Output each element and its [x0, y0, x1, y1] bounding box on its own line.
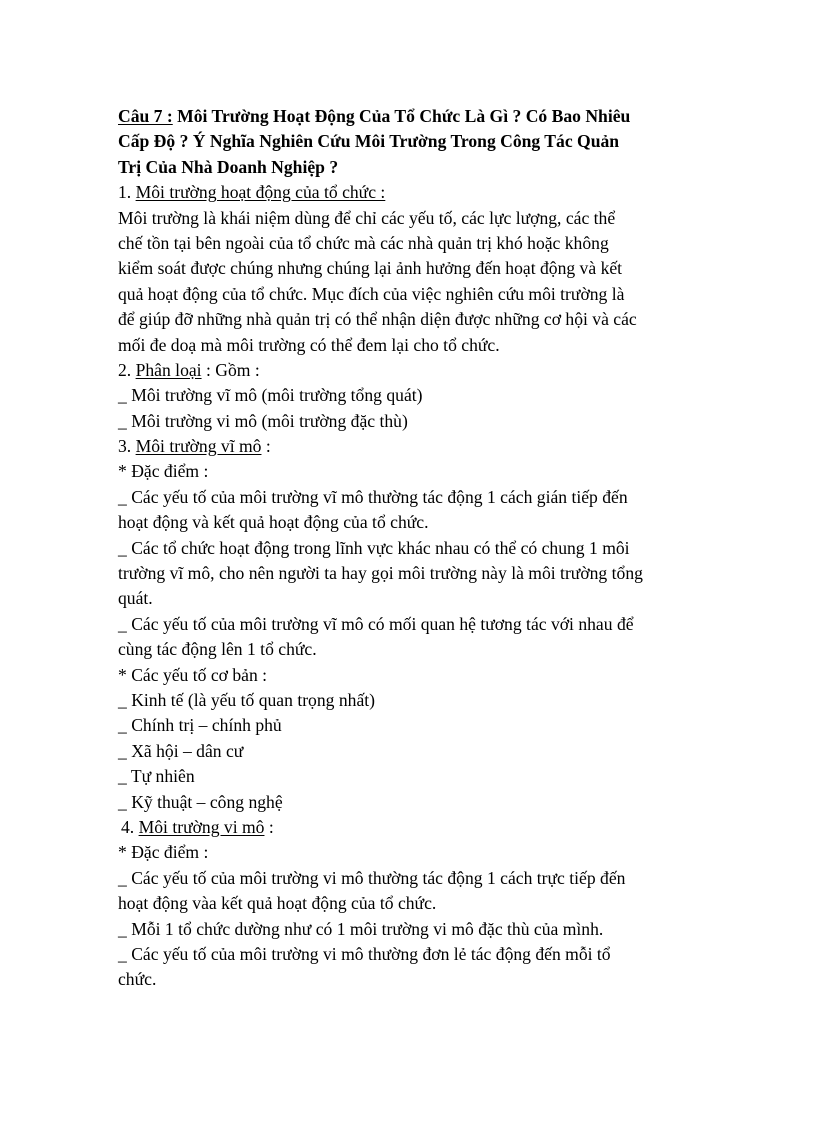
- section-2-item: _ Môi trường vĩ mô (môi trường tổng quát): [118, 385, 423, 406]
- section-2-item: _ Môi trường vi mô (môi trường đặc thù): [118, 410, 408, 431]
- section-3-title: Môi trường vĩ mô: [135, 436, 262, 457]
- section-2-number: 2.: [118, 359, 136, 380]
- section-4-heading: [118, 815, 718, 840]
- section-1-para-line: quả hoạt động của tổ chức. Mục đích của việc nghiên cứu môi trường là: [118, 283, 625, 304]
- title-line-3: Trị Của Nhà Doanh Nghiệp ?: [118, 156, 339, 177]
- section-3-feature-line: quát.: [118, 588, 153, 609]
- section-3-feature-line: _ Các yếu tố của môi trường vĩ mô thường tác động 1 cách gián tiếp đến: [118, 486, 628, 507]
- section-1-para-line: để giúp đỡ những nhà quản trị có thể nhận diện được những cơ hội và các: [118, 309, 637, 330]
- section-3-factor: _ Kinh tế (là yếu tố quan trọng nhất): [118, 689, 375, 710]
- section-2-title: Phân loại: [135, 359, 202, 380]
- section-3-feature-line: trường vĩ mô, cho nên người ta hay gọi môi trường này là môi trường tổng: [118, 563, 643, 584]
- section-3-number: 3.: [118, 436, 136, 457]
- section-1-number: 1.: [118, 182, 136, 203]
- section-3-factor: _ Kỹ thuật – công nghệ: [118, 791, 283, 812]
- section-3-factor: _ Tự nhiên: [118, 766, 195, 787]
- title-text-1: Môi Trường Hoạt Động Của Tổ Chức Là Gì ? Có Bao Nhiêu: [172, 106, 631, 126]
- section-3-feature-line: cùng tác động lên 1 tổ chức.: [118, 639, 317, 660]
- section-3-feature-line: hoạt động và kết quả hoạt động của tổ chức.: [118, 512, 429, 533]
- section-4-feature-line: _ Các yếu tố của môi trường vi mô thường đơn lẻ tác động đến mỗi tổ: [118, 943, 611, 964]
- section-3-feature-line: _ Các yếu tố của môi trường vĩ mô có mối quan hệ tương tác với nhau để: [118, 613, 634, 634]
- section-4-feature-line: hoạt động vàa kết quả hoạt động của tổ chức.: [118, 893, 437, 914]
- section-3-features-label: * Đặc điểm :: [118, 461, 209, 482]
- section-4-title-rest: :: [264, 816, 274, 837]
- section-2-heading: [118, 358, 718, 383]
- section-1-para-line: chế tồn tại bên ngoài của tổ chức mà các nhà quản trị khó hoặc không: [118, 232, 609, 253]
- section-3-feature-line: _ Các tổ chức hoạt động trong lĩnh vực khác nhau có thể có chung 1 môi: [118, 537, 630, 558]
- section-3-factor: _ Chính trị – chính phủ: [118, 715, 282, 736]
- section-1-heading: [118, 180, 718, 205]
- section-3-heading: [118, 434, 718, 459]
- section-4-feature-line: _ Các yếu tố của môi trường vi mô thường tác động 1 cách trực tiếp đến: [118, 867, 626, 888]
- title-line-2: Cấp Độ ? Ý Nghĩa Nghiên Cứu Môi Trường Trong Công Tác Quản: [118, 131, 620, 152]
- section-4-features-label: * Đặc điểm :: [118, 842, 209, 863]
- title-line-1: [118, 104, 718, 129]
- section-4-title: Môi trường vi mô: [138, 816, 265, 837]
- section-4-number: 4.: [121, 816, 139, 837]
- section-1-title: Môi trường hoạt động của tổ chức :: [135, 182, 386, 203]
- section-1-para-line: kiểm soát được chúng nhưng chúng lại ảnh hưởng đến hoạt động và kết: [118, 258, 623, 279]
- section-1-para-line: Môi trường là khái niệm dùng để chỉ các yếu tố, các lực lượng, các thể: [118, 207, 616, 228]
- section-3-title-rest: :: [261, 436, 271, 457]
- section-3-factor: _ Xã hội – dân cư: [118, 740, 244, 761]
- section-4-feature-line: _ Mỗi 1 tổ chức dường như có 1 môi trường vi mô đặc thù của mình.: [118, 918, 604, 939]
- section-4-feature-line: chức.: [118, 969, 157, 990]
- section-2-title-rest: : Gồm :: [201, 359, 260, 380]
- section-3-factors-label: * Các yếu tố cơ bản :: [118, 664, 268, 685]
- question-label: Câu 7 :: [118, 106, 173, 126]
- section-1-para-line: mối đe doạ mà môi trường có thể đem lại cho tổ chức.: [118, 334, 500, 355]
- document-page: [118, 104, 718, 993]
